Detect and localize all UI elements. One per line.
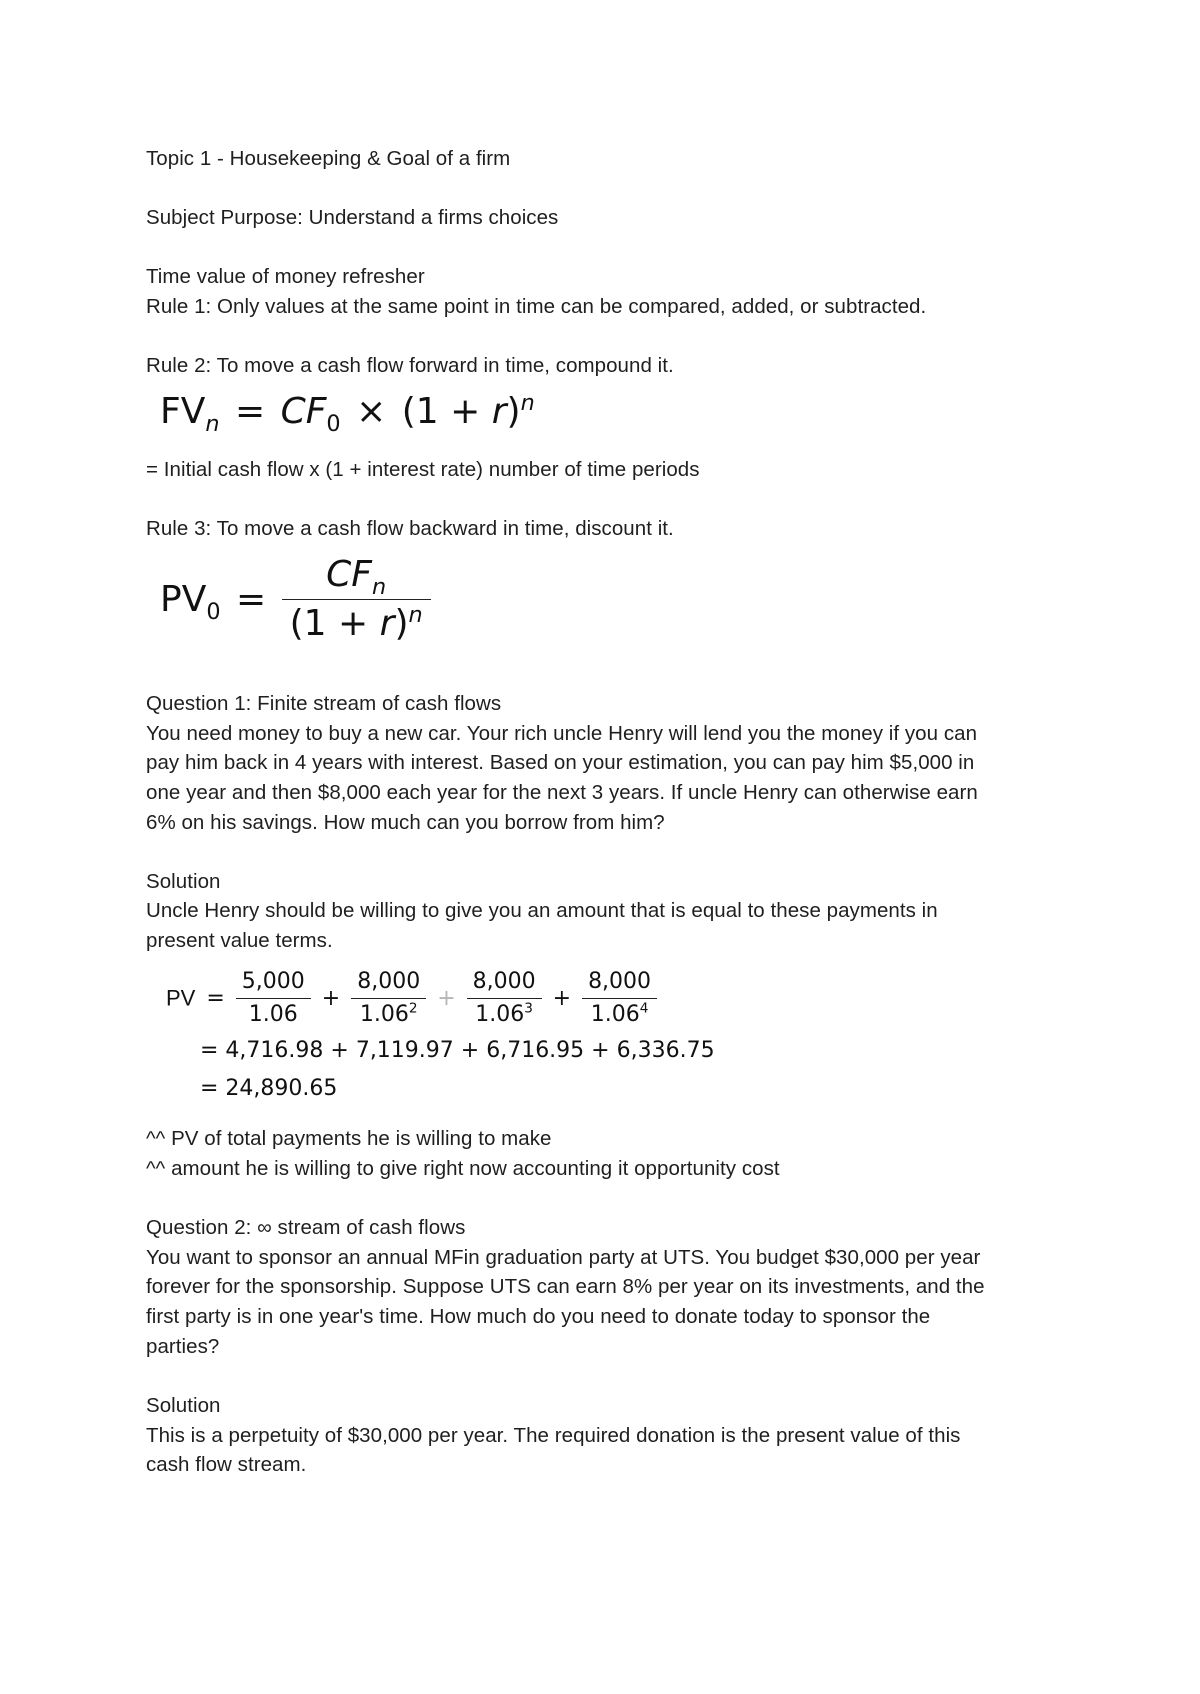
term-2-denominator: [351, 999, 426, 1031]
term-3-numerator: 8,000: [467, 966, 542, 999]
paren-close: ): [506, 391, 521, 432]
paren-open: (1 +: [289, 603, 380, 644]
term-2-fraction: [351, 966, 426, 1031]
question-1-heading: Question 1: Finite stream of cash flows: [146, 692, 502, 715]
question-1-line: 6% on his savings. How much can you borrow from him?: [146, 811, 665, 834]
question-2-line: parties?: [146, 1335, 220, 1358]
solution-1-line: Uncle Henry should be willing to give you an amount that is equal to these payments in: [146, 899, 938, 922]
pv-formula: [160, 553, 431, 646]
rule-2: Rule 2: To move a cash flow forward in time, compound it.: [146, 354, 674, 377]
cf-subscript: 0: [326, 411, 341, 438]
term-2-base: 1.06: [359, 1002, 409, 1027]
fv-symbol: FV: [160, 391, 206, 432]
topic-title: Topic 1 - Housekeeping & Goal of a firm: [146, 147, 511, 170]
note-1: ^^ PV of total payments he is willing to make: [146, 1127, 552, 1150]
term-4-exponent: 4: [639, 1000, 649, 1017]
term-1-fraction: [236, 966, 311, 1031]
question-1-line: one year and then $8,000 each year for the next 3 years. If uncle Henry can otherwise earn: [146, 781, 978, 804]
term-3-fraction: [467, 966, 542, 1031]
term-3-base: 1.06: [475, 1002, 525, 1027]
equals-sign: =: [234, 391, 266, 432]
fv-formula: [160, 388, 535, 436]
paren-open: (1 +: [401, 391, 492, 432]
equals-sign: =: [236, 578, 267, 620]
term-1-numerator: 5,000: [236, 966, 311, 999]
question-1-line: pay him back in 4 years with interest. Based on your estimation, you can pay him $5,000 in: [146, 751, 975, 774]
cf-symbol: CF: [280, 391, 327, 432]
fv-subscript: n: [205, 411, 220, 438]
term-4-fraction: [582, 966, 657, 1031]
exponent: n: [520, 390, 535, 416]
cf-subscript: n: [371, 574, 387, 601]
term-4-denominator: [582, 999, 657, 1031]
fv-explanation: = Initial cash flow x (1 + interest rate) number of time periods: [146, 458, 700, 481]
cf-symbol: CF: [326, 554, 372, 595]
solution-2-line: This is a perpetuity of $30,000 per year. The required donation is the present value of this: [146, 1424, 961, 1447]
question-2-heading: Question 2: ∞ stream of cash flows: [146, 1216, 466, 1239]
question-2-line: first party is in one year's time. How much do you need to donate today to sponsor the: [146, 1305, 931, 1328]
plus-sign: +: [552, 985, 572, 1011]
term-3-denominator: [467, 999, 542, 1031]
pv-numerator: [282, 553, 431, 600]
pv-calculation-line-2: = 4,716.98 + 7,119.97 + 6,716.95 + 6,336.75: [200, 1038, 715, 1063]
pv-lhs: [160, 578, 221, 625]
paren-close: ): [394, 603, 409, 644]
solution-1-line: present value terms.: [146, 929, 333, 952]
rule-1: Rule 1: Only values at the same point in time can be compared, added, or subtracted.: [146, 295, 927, 318]
pv-symbol: PV: [166, 985, 196, 1011]
question-2-line: forever for the sponsorship. Suppose UTS can earn 8% per year on its investments, and the: [146, 1275, 985, 1298]
solution-2-label: Solution: [146, 1394, 221, 1417]
subject-purpose: Subject Purpose: Understand a firms choices: [146, 206, 559, 229]
term-1-base: 1.06: [248, 1002, 298, 1027]
plus-sign: +: [321, 985, 341, 1011]
times-sign: ×: [356, 391, 387, 432]
solution-2-line: cash flow stream.: [146, 1453, 307, 1476]
pv-fraction: [282, 553, 431, 646]
term-2-exponent: 2: [408, 1000, 418, 1017]
pv-symbol: PV: [160, 578, 207, 620]
term-4-numerator: 8,000: [582, 966, 657, 999]
pv-denominator: [282, 600, 431, 646]
rate-symbol: r: [491, 391, 507, 432]
pv-subscript: 0: [206, 598, 221, 625]
plus-sign: +: [437, 985, 456, 1011]
term-3-exponent: 3: [524, 1000, 533, 1017]
pv-calculation-line-3: = 24,890.65: [200, 1076, 338, 1101]
question-1-line: You need money to buy a new car. Your rich uncle Henry will lend you the money if you can: [146, 722, 978, 745]
term-1-denominator: [236, 999, 311, 1031]
pv-calculation-line-1: [166, 966, 657, 1031]
exponent: n: [408, 602, 423, 628]
rate-symbol: r: [379, 603, 395, 644]
question-2-line: You want to sponsor an annual MFin graduation party at UTS. You budget $30,000 per year: [146, 1246, 981, 1269]
tvm-heading: Time value of money refresher: [146, 265, 425, 288]
solution-1-label: Solution: [146, 870, 221, 893]
note-2: ^^ amount he is willing to give right now accounting it opportunity cost: [146, 1157, 780, 1180]
term-2-numerator: 8,000: [351, 966, 426, 999]
term-4-base: 1.06: [590, 1002, 640, 1027]
rule-3: Rule 3: To move a cash flow backward in time, discount it.: [146, 517, 674, 540]
equals-sign: =: [206, 985, 225, 1011]
